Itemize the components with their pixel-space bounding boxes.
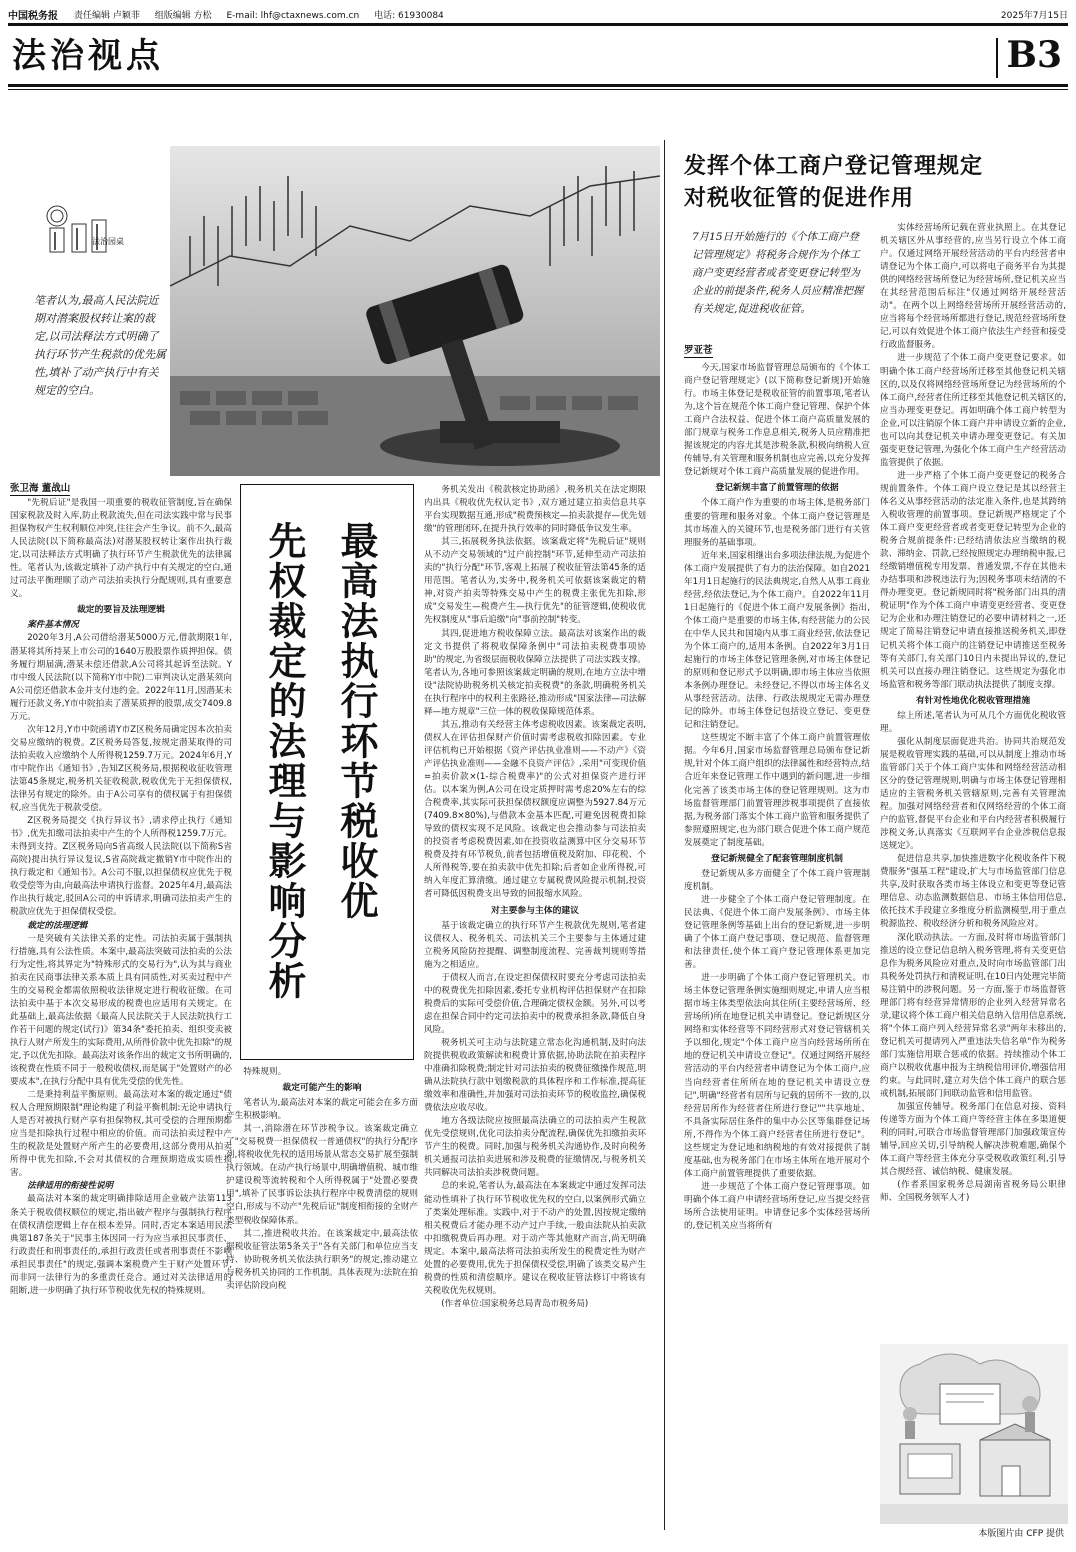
page-code-divider <box>996 38 1002 78</box>
tax-logo <box>42 196 152 256</box>
paragraph: 一是突破有关法律关系的定性。司法拍卖属于强制执行措施,具有公法性质。本案中,最高法突破司法拍卖的公法行为定性,将其界定为"特殊形式的交易行为",认为其与商业拍卖在民商事法律关系本质上具有同质性,对买卖过程中产生的交易税金都需依照税收法律规定进行税收征缴。在司法拍卖中基于本次交易形成的税费也应适用有关规定。在此基础上,最高法依据《最高人民法院关于人民法院执行工作若干问题的规定(试行)》第34条"委托拍卖、组织变卖被执行人财产所发生的实际费用,从所得价款中优先扣除"的规定,予以优先扣除。最高法对该条作出的裁定文书所明确的,该税费在性质不同于一般税收债权,而是属于"处置财产的必要成本",在执行分配中具有优先受偿的优先性。 <box>10 933 232 1088</box>
paragraph: 进一步健全了个体工商户登记管理制度。在民法典、《促进个体工商户发展条例》、市场主体登记管理条例等基础上出台的登记新规,进一步明确了个体工商户登记事项、登记规范、监督管理和法律责任,使个体工商户登记管理体系更加完善。 <box>684 894 870 971</box>
paragraph: 务机关发出《税款核定协助函》,税务机关在法定期限内出具《税收优先权认定书》,双方通过建立拍卖信息共享平台实现数据互通,形成"税费预核定—拍卖款提存—优先划缴"的管理闭环,在提升执行效率的同时降低争议发生率。 <box>424 485 646 535</box>
paragraph: 其三,拓展税务执法依据。该案裁定将"先税后证"规则从不动产交易领域的"过户前控制"环节,延伸至动产司法拍卖的"执行分配"环节,客观上拓展了税收征管法第45条的适用范围。笔者认为,实务中,税务机关可依据该案裁定的精神,对资产拍卖等特殊交易中产生的税费主张优先扣除,形成"交易发生—税费产生—执行优先"的征管逻辑,使税收优先权制度从"事后追缴"向"事前控制"转变。 <box>424 537 646 626</box>
page-code: B3 <box>1006 34 1062 76</box>
paragraph: 强化从制度层面促进共治。协同共治规范发展是税收管理实践的基础,可以从制度上推动市场监管部门关于个体工商户实体和网络经营活动相区分的登记管理规则,明确与市场主体登记管理相适应的主管税务机关管辖原则,完善有关管理流程。加强对网络经营者和仅网络经营的个体工商户的监管,督促平台企业和平台内经营者积极履行涉税义务,认真落实《互联网平台企业涉税信息报送规定》。 <box>880 736 1066 852</box>
paragraph: 进一步严格了个体工商户变更登记的税务合规前置条件。个体工商户设立登记是其以经营主体名义从事经营活动的法定准入条件,也是其跨纳入税收管理的前置事项。登记新规严格规定了个体工商户变更经营者或者变更登记转型为企业的税务合规前提条件:已经结清依法应当缴纳的税款、滞纳金、罚款,已经按照规定办理纳税申报,已经缴销增值税专用发票、普通发票,不存在其他未办结事项和涉税违法行为;因税务事项未结清的不得办理变更。登记新规同时将"税务部门出具的清税证明"作为个体工商户申请变更经营者、变更登记为企业和办理注销登记的必要申请材料之一,还规定了简易注销登记申请直接推送税务机关,即登记机关将个体工商户的注销登记申请推送至税务等有关部门,有关部门10日内未提出异议的,登记机关可以直接办理注销登记。这些规定为强化市场监管和税务等部门联动执法提供了制度支撑。 <box>880 470 1066 690</box>
paragraph: (作者系国家税务总局湖南省税务局公职律师、全国税务领军人才) <box>880 1180 1066 1204</box>
column-divider <box>664 140 665 1530</box>
email: E-mail: lhf@ctaxnews.com.cn <box>226 10 360 21</box>
subheading: 案件基本情况 <box>27 620 79 631</box>
subheading: 裁定可能产生的影响 <box>282 1083 362 1094</box>
paragraph: 2020年3月,A公司借给潜某5000万元,借款期限1年,潜某将其所持某上市公司的1640万股股票作质押担保。债务履行期届满,潜某未偿还借款,A公司将其起诉至法院。Y市中级人民法院(以下简称Y市中院)二审判决认定潜某须向A公司偿还借款本金并支付违约金。2022年11月,因潜某未履行还款义务,Y市中院拍卖了潜某质押的股票,成交7409.8万元。 <box>10 633 232 722</box>
paragraph: 地方各级法院应按照最高法确立的司法拍卖产生税款优先受偿规则,优化司法拍卖分配流程,确保优先扣缴拍卖环节产生的税费。同时,加强与税务机关沟通协作,及时向税务机关通报司法拍卖进展和涉及税费的征缴情况,与税务机关共同解决司法拍卖涉税费问题。 <box>424 1116 646 1179</box>
paragraph: 基于该裁定确立的执行环节产生税款优先规则,笔者建议债权人、税务机关、司法机关三个主要参与主体通过建立税务风险防控提醒、调整制度流程、完善裁判规则等措施为之相适应。 <box>424 920 646 970</box>
header-rule <box>8 23 1068 26</box>
subheading: 登记新规丰富了前置管理的依据 <box>715 483 839 494</box>
paragraph: 登记新规从多方面健全了个体工商户管理制度机制。 <box>684 868 870 892</box>
phone: 电话: 61930084 <box>374 10 444 21</box>
layout-editor: 组版编辑 方松 <box>154 10 212 21</box>
paragraph: 其四,促进地方税收保障立法。最高法对该案作出的裁定文书提供了将税收保障条例中"司法拍卖税费事项协助"的规定,为省级层面税收保障立法提供了司法实践支撑。笔者认为,各地可参照该案裁定明确的规则,在地方立法中增设"法院协助税务机关核定拍卖税费"的条款,明确税务机关在执行程序中的权利主张路径,推动形成"国家法律—司法解释—地方规章"三位一体的税收保障规范体系。 <box>424 628 646 717</box>
paragraph: 笔者认为,最高法对本案的裁定可能会在多方面产生积极影响。 <box>226 1098 418 1122</box>
subheading: 登记新规健全了配套管理制度机制 <box>711 853 843 864</box>
paragraph: 其五,推动有关经营主体考虑税收因素。该案裁定表明,债权人在评估担保财产价值时需考虑税收扣除因素。专业评估机构已开始根据《资产评估执业准则——不动产》《资产评估执业准则——金融不良资产评估》,采用"可变现价值=拍卖价款×(1-综合税费率)"的公式对担保资产进行评估。以本案为例,A公司在设定质押时需考虑20%左右的综合税费率,其实际可获担保债权额度应调整为5927.84万元(7409.8×80%),与借款本金基本匹配,可避免因税费扣除导致的债权实现不足风险。该裁定也会推动参与司法拍卖的投资者考虑税费因素,如在投资收益测算中区分交易环节税费及持有环节税负,前者包括增值税及附加、印花税、个人所得税等,要在拍卖款中优先扣除;后者如企业所得税,可纳入年度汇算清缴。通过建立专属税费风险提示机制,投资者可降低因税费支出导致的回报缩水风险。 <box>424 719 646 900</box>
gavel-photo <box>170 146 660 476</box>
right-title-line-2: 对税收征管的促进作用 <box>684 185 915 211</box>
paragraph: Z区税务局提交《执行异议书》,请求停止执行《通知书》,优先扣缴司法拍卖中产生的个人所得税1259.7万元。未得到支持。Z区税务局向S省高级人民法院(以下简称S省高院)提出执行异议复议,S省高院裁定撤销Y市中院作出的执行裁定和《通知书》。A公司不服,以担保债权应优先于税收受偿等为由,向最高法申请执行监督。2025年4月,最高法作出执行裁定,驳回A公司的申诉请求,明确司法拍卖产生的税款应优先于担保债权受偿。 <box>10 816 232 918</box>
photo-credit: 本版图片由 CFP 提供 <box>978 1529 1064 1539</box>
logo-label: 法治园桌 <box>92 237 124 246</box>
paragraph: 于债权人而言,在设定担保债权时要充分考虑司法拍卖中的税费优先扣除因素,委托专业机构评估担保财产在扣除税费后的实际可受偿价值,合理确定债权金额。另外,可以考虑在担保合同中约定司法拍卖中的税费承担条款,降低自身风险。 <box>424 972 646 1035</box>
left-article-title-part1: 先权裁定的法理与影响分析 <box>262 521 307 1001</box>
subheading: 裁定的要旨及法理逻辑 <box>77 605 165 616</box>
paragraph: 其一,消除潜在环节涉税争议。该案裁定确立了"交易税费一担保债权一普通债权"的执行分配序列,将税收优先权的适用场景从常态交易扩展至强制执行领域。在动产执行场景中,明确增值税、城市维护建设税等流转税和个人所得税属于"处置必要费用",填补了民事诉讼法执行程序中税费清偿的规则空白,形成与不动产"先税后证"制度相衔接的全财产类型税收保障体系。 <box>226 1124 418 1226</box>
subheading: 对主要参与主体的建议 <box>491 905 579 916</box>
subheading: 裁定的法理逻辑 <box>27 920 88 931</box>
paragraph: 进一步规范了个体工商户变更登记要求。如明确个体工商户经营场所迁移至其他登记机关辖区的,以及仅将网络经营场所登记为经营场所的个体工商户,经营者住所迁移至其他登记机关辖区的,应当办理变更登记。再如明确个体工商户转型为企业,可以注销原个体工商户并申请设立新的企业,也可以向其登记机关申请办理变更登记。有关加强变更登记管理,为强化个体工商户生产经营活动监管提供了依据。 <box>880 353 1066 468</box>
right-article-title <box>684 150 1064 214</box>
paragraph: 二是秉持利益平衡原则。最高法对本案的裁定通过"债权人合理预期限制"理论构建了利益平衡机制:无论申请执行人是否对被执行财产享有担保物权,其可受偿的合理预期都应当是扣除执行过程中相应的价值。而司法拍卖过程中产生的税款是处置财产所产生的必要费用,这部分费用从拍卖所得中优先扣除,不会对其债权的合理预期造成实质性损害。 <box>10 1090 232 1179</box>
paragraph: 综上所述,笔者认为可从几个方面优化税收管理。 <box>880 710 1066 734</box>
paragraph: 税务机关可主动与法院建立常态化沟通机制,及时向法院提供税收政策解读和税费计算依据,协助法院在拍卖程序中准确扣除税费;制定针对司法拍卖的税费征缴操作规范,明确从法院执行款中划缴税款的具体程序和工作标准,提高征缴效率和准确性,并加强对司法拍卖环节的税收监控,确保税费依法应收尽收。 <box>424 1037 646 1114</box>
paragraph: 实体经营场所记载在营业执照上。在其登记机关辖区外从事经营的,应当另行设立个体工商户。仅通过网络开展经营活动的平台内经营者申请登记为个体工商户,可以将电子商务平台为其提供的网络经营场所登记为经营场所,登记机关应当在其经营范围后标注"仅通过网络开展经营活动"。在两个以上网络经营场所开展经营活动的,应当将每个经营场所都进行登记,规范经营场所登记,可以有效促进个体工商户依法生产经营和接受行政监督服务。 <box>880 223 1066 351</box>
left-article-column-2 <box>424 484 646 1526</box>
paragraph: 进一步明确了个体工商户登记管理机关。市场主体登记管理条例实施细则规定,申请人应当根据市场主体类型依法向其住所(主要经营场所、经营场所)所在地登记机关申请登记。登记新规区分网络和实体经营等不同经营形式对登记管辖机关予以细化,规定"个体工商户应当向经营场所所在地的登记机关申请设立登记"。仅通过网络开展经营活动的平台内经营者申请登记为个体工商户,应当向经营者住所所在地的登记机关申请设立登记",明确"经营者有居所与记载的居所不一致的,以经营居所作为经营者住所进行登记""共享地址、不具备实际居住条件的集中办公区等集群登记场所,不得作为个体工商户经营者住所进行登记"。这些规定为登记地和纳税地的有效对接提供了制度基础,也为税务部门在市场主体所在地开展对个体工商户前置管理提供了重要依据。 <box>684 973 870 1179</box>
subheading: 法律适用的衔接性说明 <box>27 1181 114 1192</box>
masthead-bar <box>8 6 1068 22</box>
left-article-title-part2: 最高法执行环节税收优 <box>334 521 379 921</box>
left-byline: 张卫海 董战山 <box>10 480 70 496</box>
pull-quote: 笔者认为,最高人民法院近期对潜案股权转让案的裁定,以司法释法方式明确了执行环节产生税款的优先属性,填补了动产执行中有关规定的空白。 <box>34 294 166 397</box>
paragraph: "先税后证"是我国一项重要的税收征管制度,旨在确保国家税款及时入库,防止税款流失,但在司法实践中常与民事担保物权产生权利顺位冲突,往往会产生争议。前不久,最高人民法院(以下简称最高法)对潜某股权转让案作出执行裁定,以司法释法方式明确了执行环节产生税款优先的法律属性。笔者认为,该裁定填补了动产执行中有关规定的空白,通过司法平衡理顺了动产司法拍卖执行分配规则,具有重要意义。 <box>10 498 232 600</box>
left-article-column-mid <box>226 1066 418 1526</box>
left-article-column-1 <box>10 497 232 1527</box>
issue-date: 2025年7月15日 <box>1000 10 1068 21</box>
paragraph: 其二,推进税收共治。在该案裁定中,最高法依据税收征管法第5条关于"各有关部门和单位应当支持、协助税务机关依法执行职务"的规定,推动建立与税务机关协同的工作机制。具体表现为:法院在拍卖评估阶段向税 <box>226 1228 418 1291</box>
paragraph: 总的来说,笔者认为,最高法在本案裁定中通过发挥司法能动性填补了执行环节税收优先权的空白,以案例形式确立了类案处理标准。实践中,对于不动产的处置,因按规定缴纳相关税费后才能办理不动产过户手续,一般由法院从拍卖款中扣缴税费后再办理。对于动产等其他财产而言,尚无明确规定。本案中,最高法将司法拍卖所发生的税费定性为财产处置的必要费用,优先于担保债权受偿,明确了该类交易产生税费的性质和清偿顺序。建议在税收征管法修订中将该有关税收优先权规则。 <box>424 1181 646 1296</box>
right-article-lead: 7月15日开始施行的《个体工商户登记管理规定》将税务合规作为个体工商户变更经营者或者变更登记转型为企业的前提条件,税务人员应精准把握有关规定,促进税收征管。 <box>692 231 864 315</box>
section-rule-thin <box>8 89 1068 90</box>
paragraph: 进一步规范了个体工商户登记管理事项。如明确个体工商户申请经营场所登记,应当提交经营场所合法使用证明。申请登记多个实体经营场所的,登记机关应当将所有 <box>684 1181 870 1232</box>
right-byline: 罗亚苍 <box>684 342 713 358</box>
right-title-line-1: 发挥个体工商户登记管理规定 <box>684 153 984 179</box>
paragraph: 促进信息共享,加快推进数字化税收条件下税费服务"强基工程"建设,扩大与市场监管部门信息共享,及时获取各类市场主体设立和变更等登记管理信息、动态监测数据信息、市场主体信用信息,依托技术手段建立多维度分析监测模型,用于重点税源监控、税收经济分析和税务风险应对。 <box>880 854 1066 930</box>
paragraph: 这些规定不断丰富了个体工商户前置管理依据。今年6月,国家市场监督管理总局颁布登记新规,针对个体工商户组织的法律属性和经营特点,结合近年来登记管理工作中遇到的新问题,进一步细化完善了该类市场主体的登记管理规则。这为市场监督管理部门前置管理涉税事项提供了直接依据,为税务部门落实个体工商户监管和服务提供了参照遵照规定,也为部门联合促进个体工商户规范发展奠定了制度基础。 <box>684 733 870 848</box>
paragraph: 深化联动执法。一方面,及时将市场监管部门推送的设立登记信息纳入税务管理,将有关变更信息作为税务风险应对重点,及时向市场监管部门出具税务处罚执行和清税证明,在10日内处理完毕简易注销中的涉税问题。另一方面,鉴于市场监督管理部门将有经营异常情形的企业列入经营异常名录,建议将个体工商户相关信息纳入信用信息系统,将"个体工商户列入经营异常名录"两年未移出的,登记机关可提请列入严重违法失信名单"作为税务部门实施信用联合惩戒的依据。持续推动个体工商户以税收优惠申报为主纳税信用评价,增强信用约束。与此同时,建立对失信个体工商户的联合惩戒机制,拓展部门间联动监管和信用监管。 <box>880 932 1066 1100</box>
paragraph: 今天,国家市场监督管理总局颁布的《个体工商户登记管理规定》(以下简称登记新规)开始施行。市场主体登记是税收征管的前置事项,笔者认为,这个旨在规范个体工商户登记管理、保护个体工商户合法权益、促进个体工商户高质量发展的部门规章与税务工作息息相关,税务人员应精准把握该规定的内容尤其是涉税条款,积极向纳税人宣传辅导,有关管理和服务机制也应完善,以充分发挥登记新规对个体工商户高质量发展的促进作用。 <box>684 363 870 478</box>
paragraph: 次年12月,Y市中院函请Y市Z区税务局确定因本次拍卖交易应缴纳的税费。Z区税务局答复,按规定潜某取得的司法拍卖收入应缴纳个人所得税1259.7万元。2024年6月,Y市中院作出《通知书》,告知Z区税务局,根据税收征收管理法第45条规定,税务机关征收税款,税收优先于无担保债权,法律另有规定的除外。由于A公司享有的债权属于有担保债权,应当优先于税款受偿。 <box>10 724 232 814</box>
paragraph: 个体工商户作为重要的市场主体,是税务部门重要的管理和服务对象。个体工商户登记管理是其市场准入的关键环节,也是税务部门进行有关管理服务的基础事项。 <box>684 498 870 548</box>
paper-name: 中国税务报 <box>8 10 58 22</box>
paragraph: 近年来,国家相继出台多项法律法规,为促进个体工商户发展提供了有力的法治保障。如自2021年1月1日起施行的民法典规定,自然人从事工商业经营,经依法登记,为个体工商户。自2022年11月1日起施行的《促进个体工商户发展条例》指出,个体工商户是重要的市场主体,有经营能力的公民在中华人民共和国境内从事工商业经营,依法登记为个体工商户的,适用本条例。自2022年3月1日起施行的市场主体登记管理条例,对市场主体登记的原则和登记形式予以明确,即市场主体应当依照本条例办理登记。未经登记,不得以市场主体名义从事经营活动。法律、行政法规规定无需办理登记的除外。市场主体登记包括设立登记、变更登记和注销登记。 <box>684 550 870 731</box>
subheading: 有针对性地优化税收管理措施 <box>915 695 1031 706</box>
right-article-column-1 <box>684 362 870 1528</box>
paragraph: 特殊规则。 <box>243 1067 287 1077</box>
vertical-title-box <box>240 484 414 1060</box>
paragraph: 最高法对本案的裁定明确排除适用企业破产法第113条关于税收债权顺位的规定,指出破产程序与强制执行程序在债权清偿逻辑上存在根本差异。同时,否定本案适用民法典第187条关于"民事主体因同一行为应当承担民事责任、行政责任和刑事责任的,承担行政责任或者刑事责任不影响承担民事责任"的规定,强调本案税费产生于财产处置环节,而非同一法律行为的多重责任竞合。通过对关法律适用的阻断,进一步明确了执行环节税收优先权的特殊规则。 <box>10 1194 232 1296</box>
section-rule <box>8 84 1068 87</box>
business-illustration <box>880 1344 1068 1524</box>
editor: 责任编辑 卢颖菲 <box>74 10 140 21</box>
right-article-column-2 <box>880 222 1066 1340</box>
section-title: 法治视点 <box>12 36 164 76</box>
paragraph: 加强宣传辅导。税务部门在信息对接、资料传递等方面为个体工商户等经营主体在多渠道便利的同时,可联合市场监督管理部门加强政策宣传辅导,回应关切,引导纳税人解决涉税难题,确保个体工商户等经营主体充分享受税收政策红利,引导其合规经营、诚信纳税、健康发展。 <box>880 1102 1066 1178</box>
paragraph: (作者单位:国家税务总局青岛市税务局) <box>441 1298 589 1309</box>
